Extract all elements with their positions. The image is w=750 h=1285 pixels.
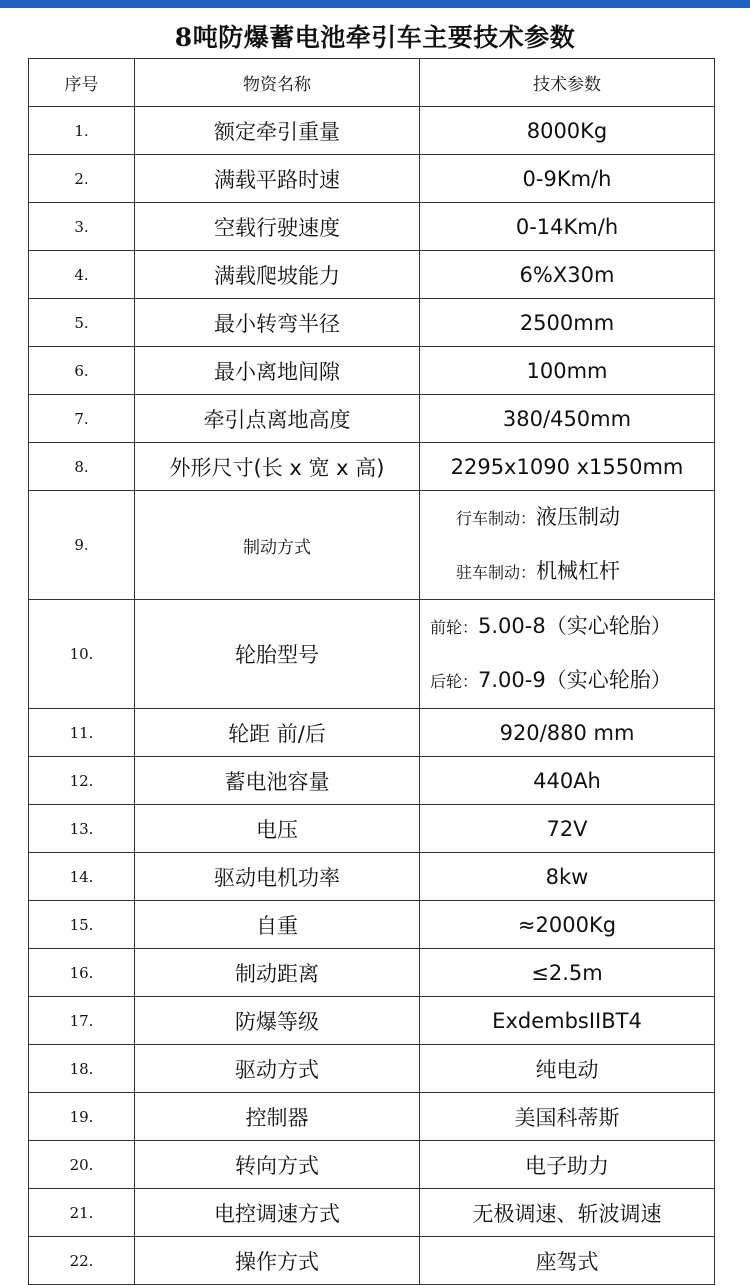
row-no: 22. xyxy=(29,1237,135,1285)
spec-table xyxy=(28,58,715,1285)
tire-line-rear xyxy=(420,654,714,708)
line-label: 驻车制动： xyxy=(456,563,537,582)
row-name: 电控调速方式 xyxy=(135,1189,420,1237)
row-value-multiline xyxy=(420,491,715,600)
line-label: 行车制动： xyxy=(456,509,537,528)
header-no: 序号 xyxy=(29,59,135,107)
row-value: 2295x1090 x1550mm xyxy=(420,443,715,491)
line-label: 前轮： xyxy=(430,618,479,637)
line-text: 5.00-8（实心轮胎） xyxy=(478,614,672,638)
row-name: 控制器 xyxy=(135,1093,420,1141)
table-row xyxy=(29,757,715,805)
line-label: 后轮： xyxy=(430,672,479,691)
row-name: 制动方式 xyxy=(135,491,420,600)
row-value-multiline xyxy=(420,600,715,709)
table-row xyxy=(29,805,715,853)
table-row xyxy=(29,1093,715,1141)
table-row xyxy=(29,491,715,600)
table-row xyxy=(29,709,715,757)
row-value: 8000Kg xyxy=(420,107,715,155)
line-text: 7.00-9（实心轮胎） xyxy=(478,668,672,692)
row-value: 2500mm xyxy=(420,299,715,347)
row-no: 3. xyxy=(29,203,135,251)
row-name: 外形尺寸(长 x 宽 x 高) xyxy=(135,443,420,491)
row-no: 15. xyxy=(29,901,135,949)
table-row xyxy=(29,395,715,443)
table-row xyxy=(29,997,715,1045)
row-name: 额定牵引重量 xyxy=(135,107,420,155)
row-value: 0-14Km/h xyxy=(420,203,715,251)
table-row xyxy=(29,107,715,155)
brake-line-parking xyxy=(420,545,714,599)
row-name: 最小转弯半径 xyxy=(135,299,420,347)
row-name: 轮胎型号 xyxy=(135,600,420,709)
row-no: 2. xyxy=(29,155,135,203)
line-text: 液压制动 xyxy=(536,505,621,529)
row-name: 转向方式 xyxy=(135,1141,420,1189)
table-header-row xyxy=(29,59,715,107)
row-name: 制动距离 xyxy=(135,949,420,997)
line-text: 机械杠杆 xyxy=(536,559,621,583)
row-value: 无极调速、斩波调速 xyxy=(420,1189,715,1237)
row-no: 14. xyxy=(29,853,135,901)
row-no: 11. xyxy=(29,709,135,757)
row-name: 防爆等级 xyxy=(135,997,420,1045)
row-name: 操作方式 xyxy=(135,1237,420,1285)
row-value: 0-9Km/h xyxy=(420,155,715,203)
row-value: 72V xyxy=(420,805,715,853)
row-no: 12. xyxy=(29,757,135,805)
row-name: 电压 xyxy=(135,805,420,853)
row-value: ≤2.5m xyxy=(420,949,715,997)
row-value: 920/880 mm xyxy=(420,709,715,757)
row-no: 17. xyxy=(29,997,135,1045)
row-name: 满载爬坡能力 xyxy=(135,251,420,299)
row-no: 8. xyxy=(29,443,135,491)
header-name: 物资名称 xyxy=(135,59,420,107)
table-row xyxy=(29,600,715,709)
row-no: 4. xyxy=(29,251,135,299)
table-row xyxy=(29,299,715,347)
row-no: 21. xyxy=(29,1189,135,1237)
row-value: 美国科蒂斯 xyxy=(420,1093,715,1141)
row-no: 10. xyxy=(29,600,135,709)
row-no: 20. xyxy=(29,1141,135,1189)
page-title: 8吨防爆蓄电池牵引车主要技术参数 xyxy=(174,23,576,52)
table-row xyxy=(29,1237,715,1285)
tire-line-front xyxy=(420,600,714,654)
row-name: 自重 xyxy=(135,901,420,949)
table-row xyxy=(29,1141,715,1189)
row-name: 轮距 前/后 xyxy=(135,709,420,757)
row-no: 18. xyxy=(29,1045,135,1093)
row-value: 440Ah xyxy=(420,757,715,805)
row-no: 16. xyxy=(29,949,135,997)
row-no: 9. xyxy=(29,491,135,600)
table-row xyxy=(29,1189,715,1237)
row-name: 最小离地间隙 xyxy=(135,347,420,395)
row-no: 5. xyxy=(29,299,135,347)
row-value: 座驾式 xyxy=(420,1237,715,1285)
row-value: 纯电动 xyxy=(420,1045,715,1093)
row-no: 13. xyxy=(29,805,135,853)
row-value: ExdembsIIBT4 xyxy=(420,997,715,1045)
table-row xyxy=(29,853,715,901)
table-row xyxy=(29,901,715,949)
table-row xyxy=(29,443,715,491)
row-value: 380/450mm xyxy=(420,395,715,443)
row-name: 驱动方式 xyxy=(135,1045,420,1093)
row-name: 蓄电池容量 xyxy=(135,757,420,805)
brake-line-service xyxy=(420,491,714,545)
row-value: 100mm xyxy=(420,347,715,395)
row-no: 19. xyxy=(29,1093,135,1141)
row-no: 7. xyxy=(29,395,135,443)
header-spec: 技术参数 xyxy=(420,59,715,107)
table-row xyxy=(29,949,715,997)
row-value: 6%X30m xyxy=(420,251,715,299)
row-name: 满载平路时速 xyxy=(135,155,420,203)
table-row xyxy=(29,347,715,395)
row-name: 驱动电机功率 xyxy=(135,853,420,901)
table-row xyxy=(29,251,715,299)
table-row xyxy=(29,155,715,203)
row-value: 电子助力 xyxy=(420,1141,715,1189)
row-no: 6. xyxy=(29,347,135,395)
row-value: 8kw xyxy=(420,853,715,901)
row-name: 空载行驶速度 xyxy=(135,203,420,251)
row-name: 牵引点离地高度 xyxy=(135,395,420,443)
top-accent-bar xyxy=(0,0,750,8)
table-row xyxy=(29,1045,715,1093)
row-value: ≈2000Kg xyxy=(420,901,715,949)
row-no: 1. xyxy=(29,107,135,155)
table-row xyxy=(29,203,715,251)
